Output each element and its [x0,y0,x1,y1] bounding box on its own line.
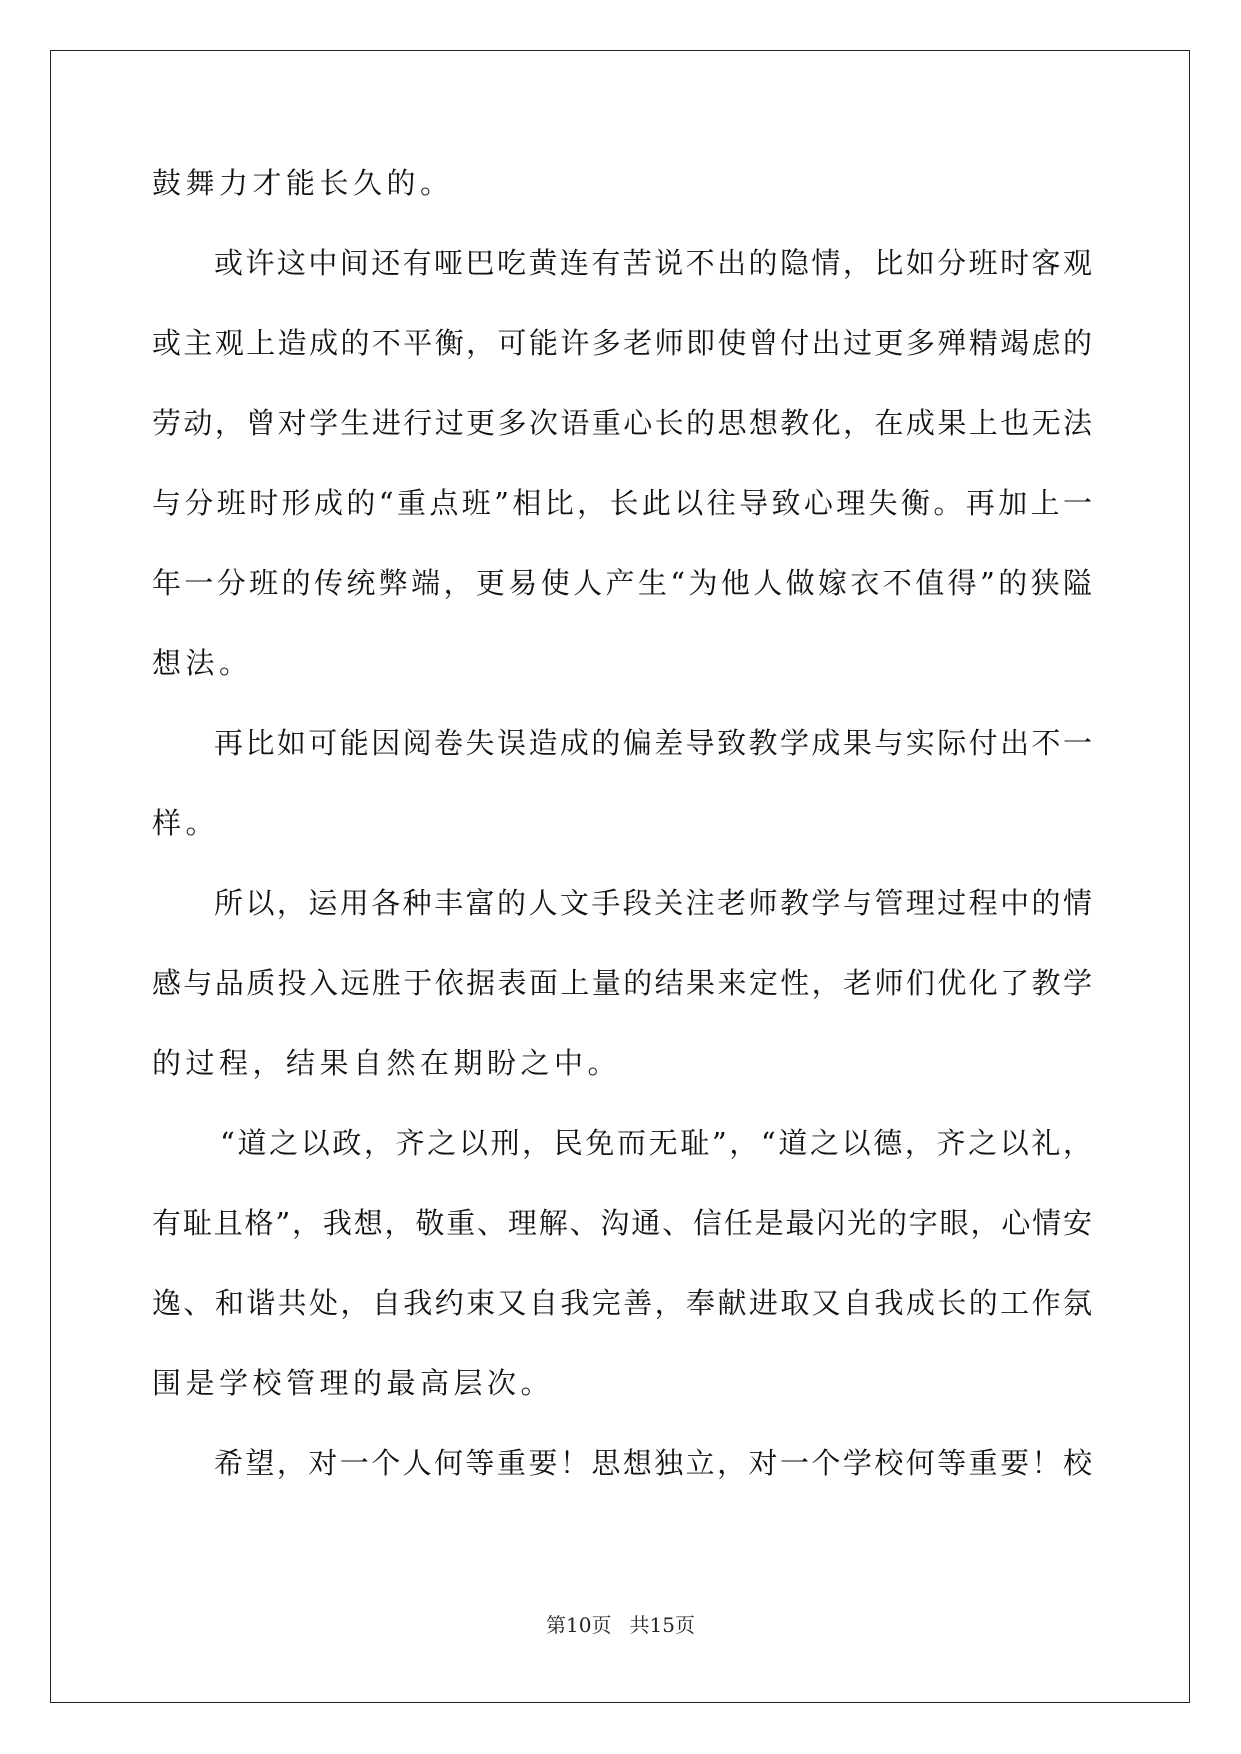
text-line: 所以，运用各种丰富的人文手段关注老师教学与管理过程中的情 [214,886,1092,920]
text-line: 逸、和谐共处，自我约束又自我完善，奉献进取又自我成长的工作氛 [152,1286,1092,1320]
page-total: 共15页 [629,1613,695,1637]
text-line: 劳动，曾对学生进行过更多次语重心长的思想教化，在成果上也无法 [152,406,1092,440]
text-line: 的过程，结果自然在期盼之中。 [152,1046,622,1080]
text-line: 围是学校管理的最高层次。 [152,1366,555,1400]
text-line: 希望，对一个人何等重要！思想独立，对一个学校何等重要！校 [214,1446,1092,1480]
text-line: 与分班时形成的“重点班”相比，长此以往导致心理失衡。再加上一 [152,486,1092,520]
document-body [152,162,1092,1522]
text-line: “道之以政，齐之以刑，民免而无耻”，“道之以德，齐之以礼， [220,1126,1092,1160]
page-footer [0,1612,1241,1638]
text-line: 再比如可能因阅卷失误造成的偏差导致教学成果与实际付出不一 [214,726,1092,760]
text-line: 鼓舞力才能长久的。 [152,166,454,200]
text-line: 年一分班的传统弊端，更易使人产生“为他人做嫁衣不值得”的狭隘 [152,566,1092,600]
page-number: 第10页 [546,1613,612,1637]
text-line: 样。 [152,806,220,840]
text-line: 或许这中间还有哑巴吃黄连有苦说不出的隐情，比如分班时客观 [214,246,1092,280]
text-line: 或主观上造成的不平衡，可能许多老师即使曾付出过更多殚精竭虑的 [152,326,1092,360]
text-line: 感与品质投入远胜于依据表面上量的结果来定性，老师们优化了教学 [152,966,1092,1000]
text-line: 有耻且格”，我想，敬重、理解、沟通、信任是最闪光的字眼，心情安 [152,1206,1092,1240]
text-line: 想法。 [152,646,253,680]
